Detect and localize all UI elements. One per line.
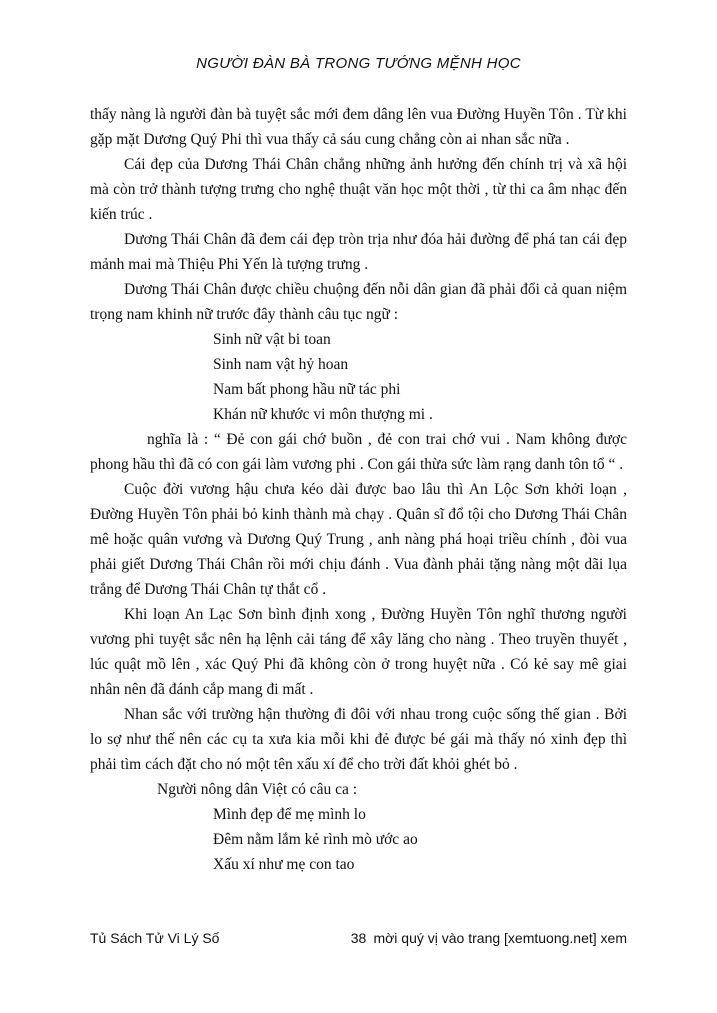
paragraph: nghĩa là : “ Đẻ con gái chớ buồn , đẻ con trai chớ vui . Nam không được phong hầu thì đã có con gái làm vương phi . Con gái thừa sức làm rạng danh tôn tổ “ . [90, 431, 627, 473]
verse-line: Sinh nam vật hỷ hoan [213, 356, 349, 373]
page-title: NGƯỜI ĐÀN BÀ TRONG TƯỚNG MỆNH HỌC [196, 55, 521, 72]
footer-page-number: 38 [350, 930, 367, 946]
footer-website-note: mời quý vị vào trang [xemtuong.net] xem [373, 930, 627, 946]
paragraph: Cái đẹp của Dương Thái Chân chẳng những ảnh hưởng đến chính trị và xã hội mà còn trở thành tượng trưng cho nghệ thuật văn học một thời , từ thi ca âm nhạc đến kiến trúc . [90, 156, 627, 223]
paragraph: Dương Thái Chân được chiều chuộng đến nỗi dân gian đã phải đổi cả quan niệm trọng nam khinh nữ trước đây thành câu tục ngữ : [90, 281, 627, 323]
verse-line: Nam bất phong hầu nữ tác phi [213, 381, 401, 398]
verse-line: Xấu xí như mẹ con tao [213, 856, 355, 873]
verse-line: Sinh nữ vật bi toan [213, 331, 331, 348]
paragraph: Cuộc đời vương hậu chưa kéo dài được bao lâu thì An Lộc Sơn khởi loạn , Đường Huyền Tôn phải bỏ kinh thành mà chạy . Quân sĩ đổ tội cho Dương Thái Chân mê hoặc quân vương và Dương Quý Trung , anh nàng phá hoại triều chính , đòi vua phải giết Dương Thái Chân rồi mới chịu đánh . Vua đành phải tặng nàng một dãi lụa trắng để Dương Thái Chân tự thắt cổ . [90, 481, 627, 598]
paragraph: Dương Thái Chân đã đem cái đẹp tròn trịa như đóa hải đường để phá tan cái đẹp mảnh mai mà Thiệu Phi Yến là tượng trưng . [90, 231, 627, 273]
verse-line: Khán nữ khước vi môn thượng mi . [213, 406, 433, 423]
page-content [90, 102, 627, 877]
verse-line: Mình đẹp để mẹ mình lo [213, 806, 366, 823]
verse-line: Đêm nằm lắm kẻ rình mò ước ao [213, 831, 418, 848]
paragraph: thấy nàng là người đàn bà tuyệt sắc mới đem dâng lên vua Đường Huyền Tôn . Từ khi gặp mặt Dương Quý Phi thì vua thấy cả sáu cung chẳng còn ai nhan sắc nữa . [90, 106, 627, 148]
paragraph: Khi loạn An Lạc Sơn bình định xong , Đường Huyền Tôn nghĩ thương người vương phi tuyệt sắc nên hạ lệnh cải táng để xây lăng cho nàng . Theo truyền thuyết , lúc quật mồ lên , xác Quý Phi đã không còn ở trong huyệt nữa . Có kẻ say mê giai nhân nên đã đánh cắp mang đi mất . [90, 606, 627, 698]
paragraph: Nhan sắc với trường hận thường đi đôi với nhau trong cuộc sống thế gian . Bởi lo sợ như thế nên các cụ ta xưa kia mỗi khi đẻ được bé gái mà thấy nó xinh đẹp thì phải tìm cách đặt cho nó một tên xấu xí để cho trời đất khỏi ghét bỏ . [90, 706, 627, 773]
paragraph: Người nông dân Việt có câu ca : [157, 781, 358, 798]
footer-series-title: Tủ Sách Tử Vi Lý Số [90, 930, 220, 946]
